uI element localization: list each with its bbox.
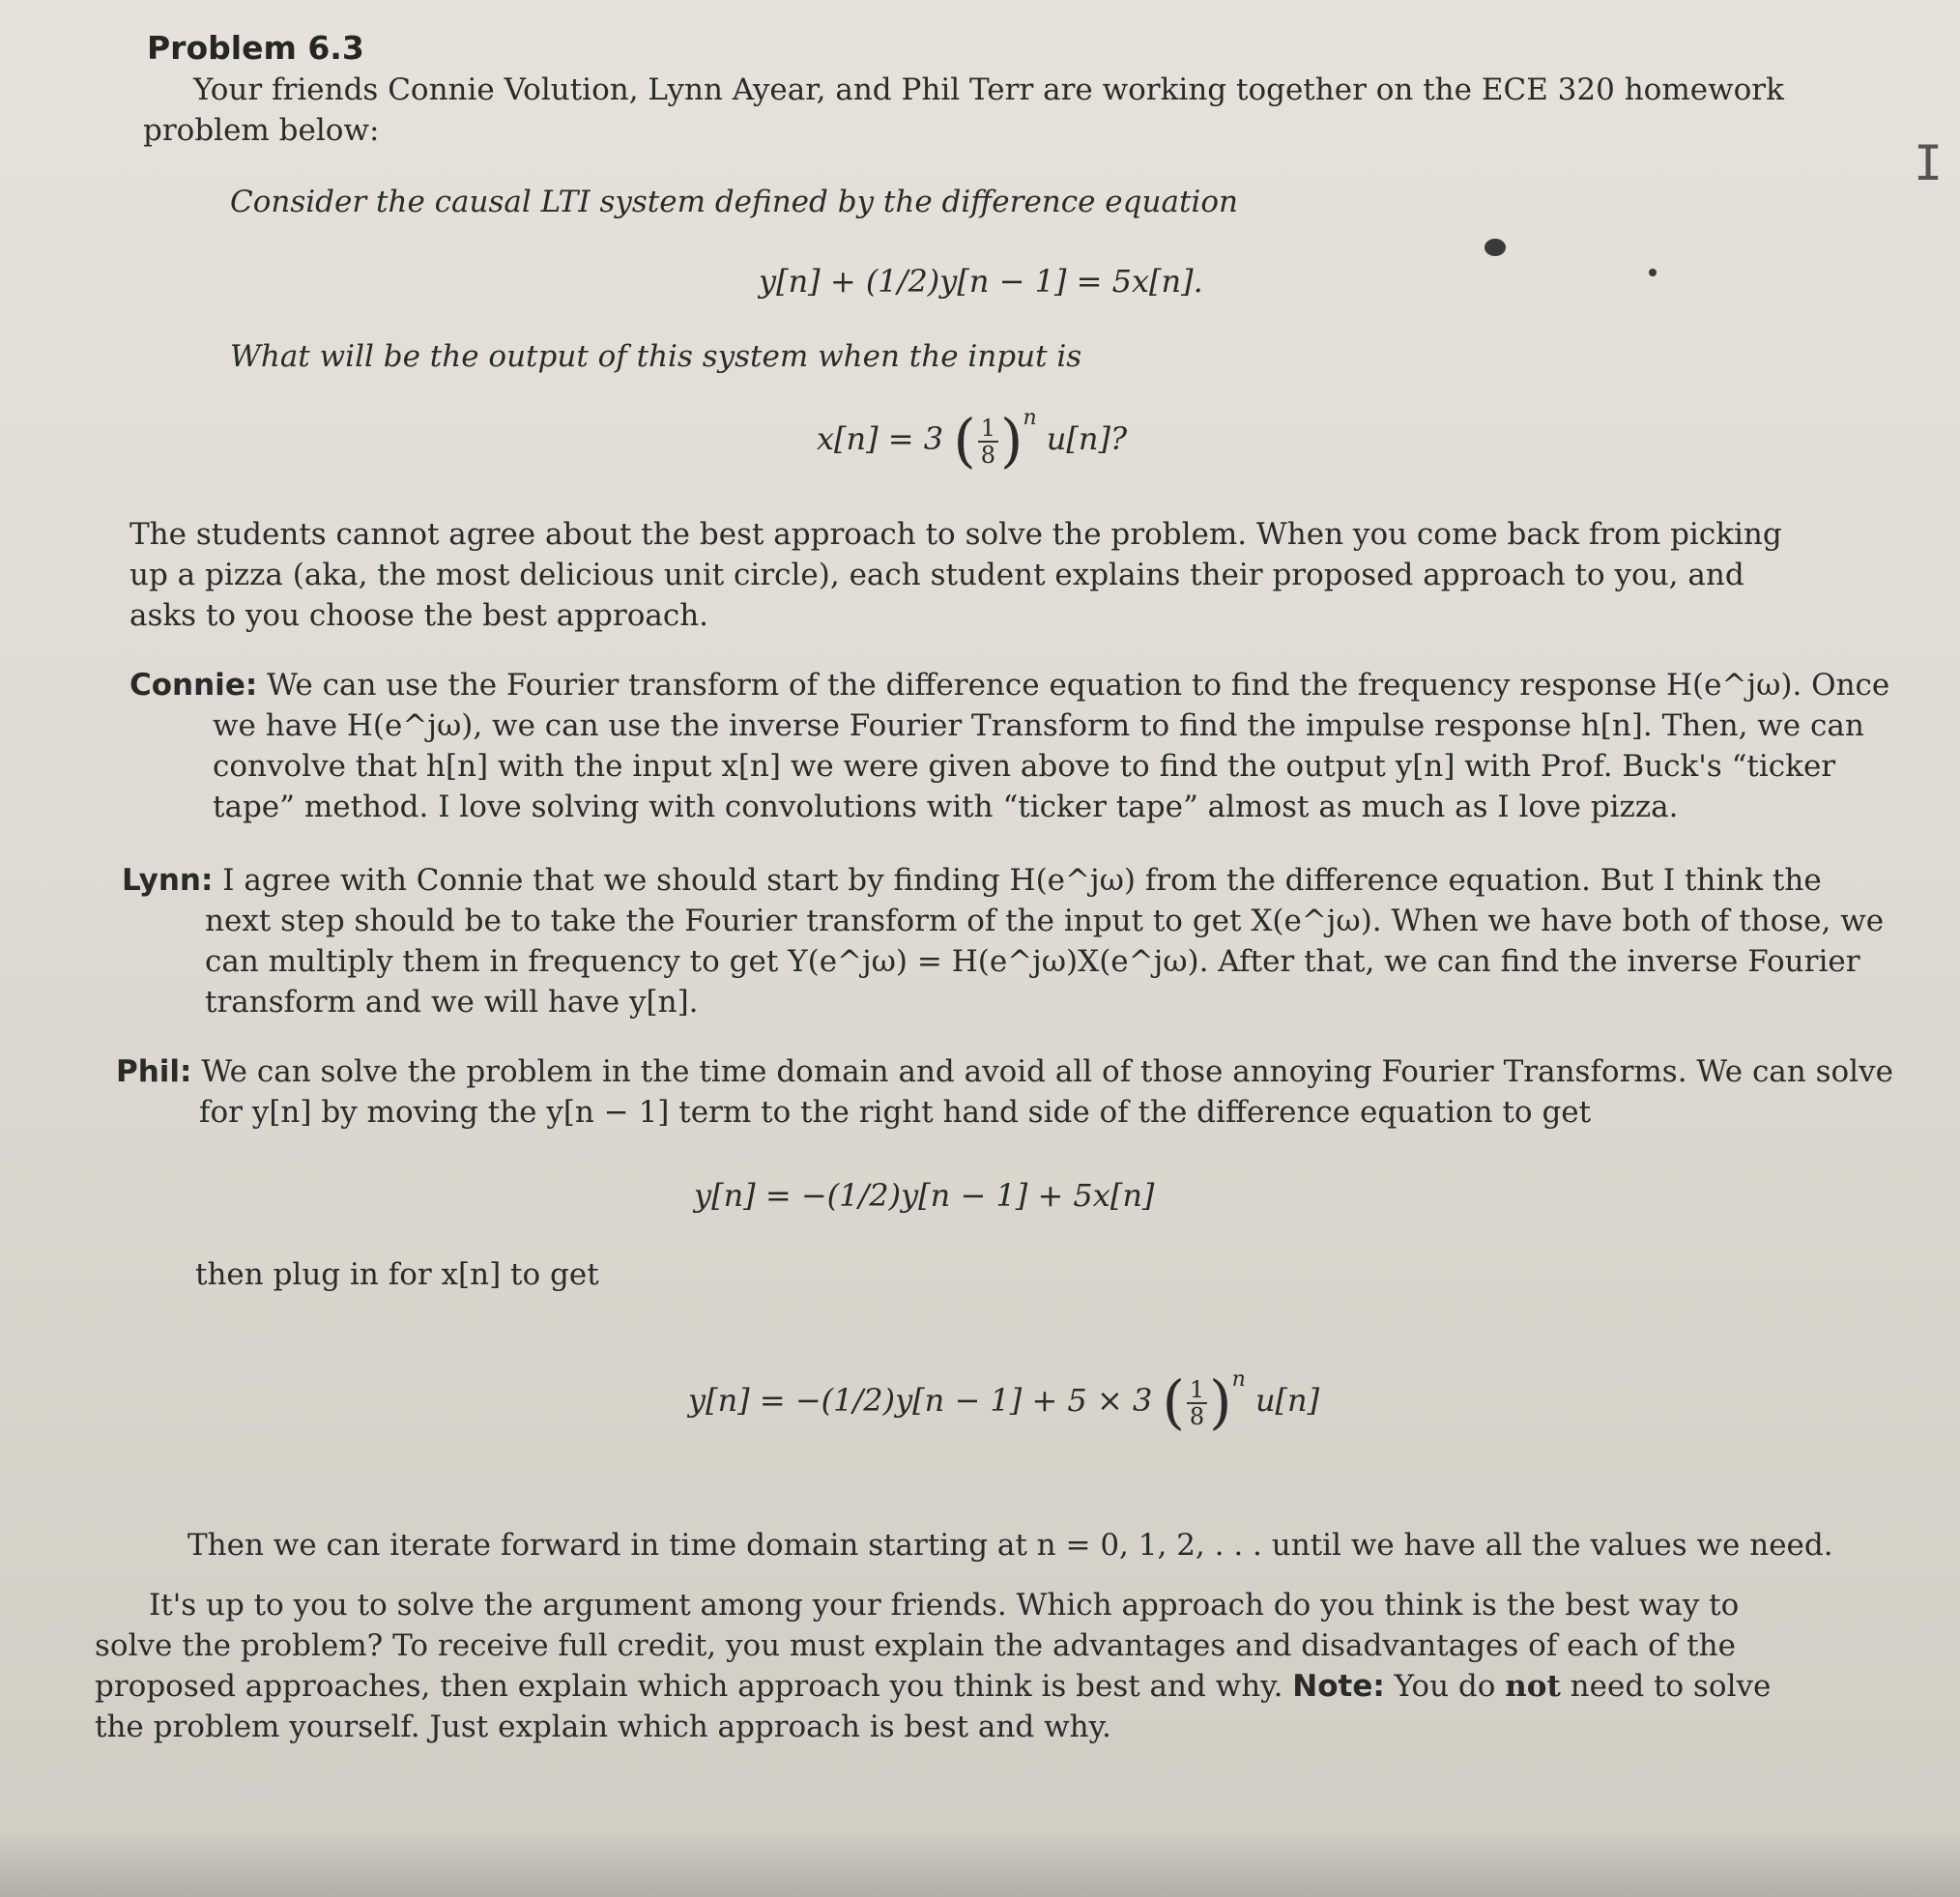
lynn-text: I agree with Connie that we should start by finding H(e^jω) from the difference equation. But I think the next step should be to take the Fourier transform of the input to get X(e^jω). When we have both of those, we can multiply them in frequency to get Y(e^jω) = H(e^jω)X(e^jω). After that, we can find the inverse Fourier transform and we will have y[n]. [205, 863, 1885, 1020]
input-exponent: n [1023, 406, 1037, 430]
closing-text: It's up to you to solve the argument among your friends. Which approach do you think is the best way to solve the problem? To receive full credit, you must explain the advantages and disadvantages of each of the proposed approaches, then explain which approach you think is best and why. [95, 1588, 1740, 1704]
problem-title: Problem 6.3 [147, 29, 364, 67]
substituted-exponent: n [1231, 1367, 1246, 1392]
substituted-fraction-numerator: 1 [1187, 1377, 1207, 1404]
connie-text: We can use the Fourier transform of the difference equation to find the frequency response H(e^jω). Once we have H(e^jω), we can use the inverse Fourier Transform to find the impulse response h[n]. Then, we can convolve that h[n] with the input x[n] we were given above to find the output y[n] with Prof. Buck's “ticker tape” method. I love solving with convolutions with “ticker tape” almost as much as I love pizza. [213, 668, 1890, 824]
consider-statement: Consider the causal LTI system defined by the difference equation [230, 185, 1238, 219]
rearranged-equation: y[n] = −(1/2)y[n − 1] + 5x[n] [694, 1177, 1155, 1214]
intro-paragraph: Your friends Connie Volution, Lynn Ayear, and Phil Terr are working together on the ECE 320 homework problem below: [143, 72, 1784, 148]
substituted-lhs: y[n] = −(1/2)y[n − 1] + 5 × 3 [688, 1382, 1153, 1419]
plug-in-text: then plug in for x[n] to get [195, 1257, 599, 1292]
closing-paragraph [95, 1585, 1813, 1747]
input-fraction [978, 416, 998, 468]
note-pre: You do [1394, 1669, 1496, 1704]
phil-label: Phil: [116, 1054, 192, 1089]
note-emphasis: not [1505, 1669, 1561, 1704]
input-fraction-numerator: 1 [978, 416, 998, 443]
substituted-fraction-denominator: 8 [1189, 1402, 1205, 1430]
text-cursor-icon: I [1914, 135, 1944, 191]
substituted-rhs: u[n] [1254, 1382, 1320, 1419]
difference-equation: y[n] + (1/2)y[n − 1] = 5x[n]. [759, 263, 1203, 300]
input-fraction-denominator: 8 [980, 441, 996, 469]
page-edge-shadow [0, 1829, 1960, 1897]
input-rhs: u[n]? [1046, 420, 1128, 457]
connie-label: Connie: [130, 668, 258, 703]
phil-approach [116, 1051, 1894, 1133]
lynn-label: Lynn: [122, 863, 214, 898]
input-equation: x[n] = 3 ( $\frac{1}{8}$ )$^n$ u[n]? [817, 406, 1128, 475]
phil-text: We can solve the problem in the time domain and avoid all of those annoying Fourier Transforms. We can solve for y[n] by moving the y[n − 1] term to the right hand side of the difference equation to get [199, 1054, 1893, 1130]
ink-speck-small [1649, 269, 1657, 276]
substituted-fraction [1187, 1377, 1207, 1429]
context-paragraph: The students cannot agree about the best approach to solve the problem. When you come back from picking up a pizza (aka, the most delicious unit circle), each student explains their proposed approach to you, and asks to you choose the best approach. [130, 517, 1782, 633]
input-question: What will be the output of this system when the input is [230, 339, 1082, 374]
input-lhs: x[n] = 3 [817, 420, 944, 457]
substituted-equation: y[n] = −(1/2)y[n − 1] + 5 × 3 ( $\frac{1}{8}$ )$^n$ u[n] [688, 1367, 1320, 1437]
lynn-approach [122, 860, 1894, 1022]
iterate-text: Then we can iterate forward in time domain starting at n = 0, 1, 2, . . . until we have all the values we need. [187, 1528, 1833, 1563]
note-post: need to solve the problem yourself. Just explain which approach is best and why. [95, 1669, 1772, 1744]
note-label: Note: [1292, 1669, 1385, 1704]
ink-speck [1484, 239, 1506, 256]
connie-approach [130, 665, 1894, 827]
